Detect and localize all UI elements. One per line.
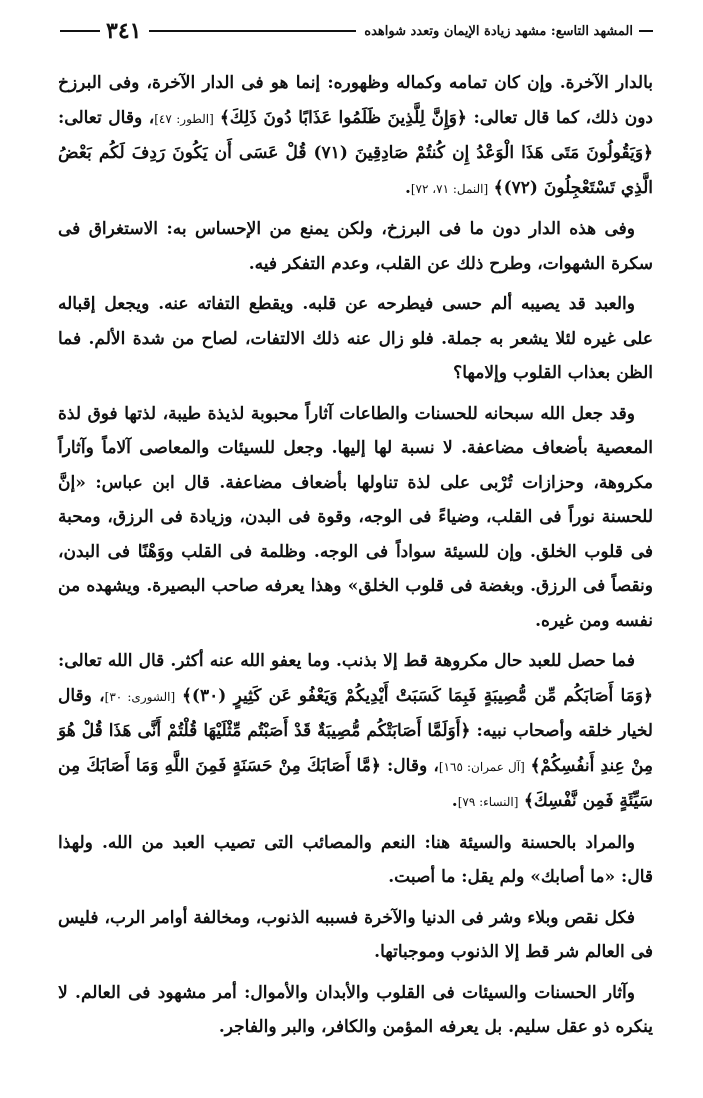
main-text	[58, 66, 653, 1051]
header-rule-middle	[149, 30, 356, 32]
verse-reference: [الشورى: ٣٠]	[104, 689, 176, 704]
quran-verse: ﴿وَمَا أَصَابَكُم مِّن مُّصِيبَةٍ فَبِمَا كَسَبَتْ أَيْدِيكُمْ وَيَعْفُو عَن كَثِيرٍ (٣٠)﴾	[181, 685, 654, 706]
paragraph-text: ، وقال:	[380, 755, 439, 776]
paragraph-text: وفى هذه الدار دون ما فى البرزخ، ولكن يمنع من الإحساس به: الاستغراق فى سكرة الشهوات، وطرح ذلك عن القلب، وعدم التفكر فيه.	[58, 219, 653, 274]
running-title: المشهد التاسع: مشهد زيادة الإيمان وتعدد شواهده	[364, 23, 633, 39]
header-rule-left	[60, 30, 100, 32]
verse-reference: [آل عمران: ١٦٥]	[438, 759, 525, 774]
paragraph-text: بالدار الآخرة. وإن كان تمامه وكماله وظهوره: إنما هو فى الدار الآخرة، وفى البرزخ دون ذلك، كما قال تعالى:	[58, 73, 654, 128]
paragraph	[58, 901, 653, 970]
paragraph	[58, 287, 653, 391]
paragraph-text: فما حصل للعبد حال مكروهة قط إلا بذنب. وما يعفو الله عنه أكثر. قال الله تعالى:	[58, 651, 635, 671]
paragraph-text: ، وقال لخيار خلقه وأصحاب نبيه:	[58, 685, 653, 741]
quran-verse: ﴿مَّا أَصَابَكَ مِنْ حَسَنَةٍ فَمِنَ اللَّهِ وَمَا أَصَابَكَ مِن سَيِّئَةٍ فَمِن نَّفْسِكَ﴾	[58, 755, 653, 811]
paragraph-text: والمراد بالحسنة والسيئة هنا: النعم والمصائب التى تصيب العبد من الله. ولهذا قال: «ما أصابك» ولم يقل: ما أصبت.	[58, 832, 653, 887]
paragraph	[58, 212, 653, 281]
paragraph	[58, 826, 653, 895]
paragraph	[58, 644, 653, 820]
paragraph	[58, 66, 653, 206]
verse-reference: [النساء: ٧٩]	[457, 795, 519, 809]
paragraph-text: .	[404, 177, 411, 198]
paragraph	[58, 397, 653, 639]
paragraph-text: وقد جعل الله سبحانه للحسنات والطاعات آثاراً محبوبة لذيذة طيبة، لذتها فوق لذة المعصية بأضعاف مضاعفة. لا نسبة لها إليها. وجعل للسيئات والمعاصى آلاماً وآثاراً مكروهة، وحزازات تُرْبى على لذة تناولها بأضعاف مضاعفة. قال ابن عباس: «إنَّ للحسنة نوراً فى القلب، وضياءً فى الوجه، وقوة فى البدن، وزيادة فى الرزق، ومحبة فى قلوب الخلق. وإن للسيئة سواداً فى الوجه. وظلمة فى القلب ووَهْنًا فى البدن، ونقصاً فى الرزق. وبغضة فى قلوب الخلق» وهذا يعرفه صاحب البصيرة. ويشهده من نفسه ومن غيره.	[58, 403, 653, 631]
quran-verse: ﴿أَوَلَمَّا أَصَابَتْكُم مُّصِيبَةٌ قَدْ أَصَبْتُم مِّثْلَيْهَا قُلْتُمْ أَنَّى هَذَا قُلْ هُوَ مِنْ عِندِ أَنفُسِكُمْ﴾	[58, 721, 654, 776]
quran-verse: ﴿وَيَقُولُونَ مَتَى هَذَا الْوَعْدُ إِن كُنتُمْ صَادِقِينَ (٧١) قُلْ عَسَى أَن يَكُونَ رَدِفَ لَكُم بَعْضُ الَّذِي تَسْتَعْجِلُونَ (٧٢)﴾	[58, 143, 653, 198]
paragraph-text: ، وقال تعالى:	[58, 107, 155, 128]
header-rule-right	[639, 30, 653, 32]
paragraph	[58, 976, 653, 1045]
page-header	[60, 14, 653, 48]
paragraph-text: فكل نقص وبلاء وشر فى الدنيا والآخرة فسببه الذنوب، ومخالفة أوامر الرب، فليس فى العالم شر قط إلا الذنوب وموجباتها.	[58, 907, 653, 962]
paragraph-text: والعبد قد يصيبه ألم حسى فيطرحه عن قلبه. ويقطع التفاته عنه. ويجعل إقباله على غيره لئلا يشعر به جملة. فلو زال عنه ذلك الالتفات، لصاح من شدة الألم. فما الظن بعذاب القلوب وإلامها؟	[58, 294, 653, 383]
verse-reference: [الطور: ٤٧]	[154, 111, 214, 126]
paragraph-text: وآثار الحسنات والسيئات فى القلوب والأبدان والأموال: أمر مشهود فى العالم. لا ينكره ذو عقل سليم. بل يعرفه المؤمن والكافر، والبر والفاجر.	[58, 982, 653, 1037]
quran-verse: ﴿وَإِنَّ لِلَّذِينَ ظَلَمُوا عَذَابًا دُونَ ذَلِكَ﴾	[219, 107, 467, 128]
verse-reference: [النمل: ٧١، ٧٢]	[410, 181, 489, 196]
paragraph-text: .	[451, 791, 458, 811]
page-number: ٣٤١	[106, 18, 142, 44]
